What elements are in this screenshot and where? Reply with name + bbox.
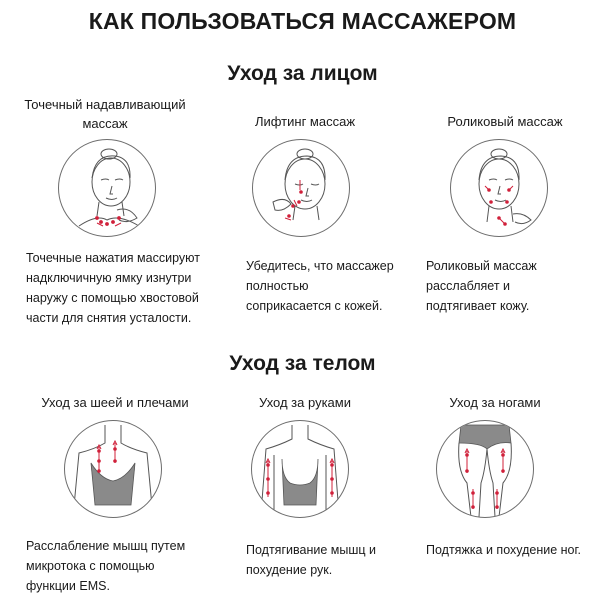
body-section-title: Уход за телом: [229, 352, 376, 375]
body-item-1-label: Уход за шеей и плечами: [41, 395, 189, 410]
body-item-3-label: Уход за ногами: [449, 395, 541, 410]
legs-icon: [436, 420, 534, 518]
face-item-2-desc: Убедитесь, что массажер полностью соприкасается с кожей.: [246, 259, 394, 313]
face-item-1-label: Точечный надавливающий массаж: [24, 97, 186, 131]
face-item-3-label: Роликовый массаж: [447, 114, 563, 129]
page-title: КАК ПОЛЬЗОВАТЬСЯ МАССАЖЕРОМ: [88, 8, 517, 34]
body-item-2-desc: Подтягивание мышц и похудение рук.: [246, 543, 376, 577]
body-item-1-desc: Расслабление мышц путем микротока с помощью функции EMS.: [26, 539, 186, 593]
face-item-3-desc: Роликовый массаж расслабляет и подтягивает кожу.: [426, 259, 537, 313]
neck-shoulder-icon: [64, 420, 162, 518]
body-item-3-desc: Подтяжка и похудение ног.: [426, 543, 582, 557]
face-point-massage-icon: [58, 139, 156, 237]
face-lifting-massage-icon: [252, 139, 350, 237]
body-item-2-label: Уход за руками: [259, 395, 351, 410]
face-item-2-label: Лифтинг массаж: [254, 114, 356, 129]
face-roller-massage-icon: [450, 139, 548, 237]
face-item-1-desc: Точечные нажатия массируют надключичную ямку изнутри наружу с помощью хвостовой части для снятия усталости.: [26, 251, 200, 325]
arms-icon: [251, 420, 349, 518]
face-section-title: Уход за лицом: [227, 62, 378, 85]
